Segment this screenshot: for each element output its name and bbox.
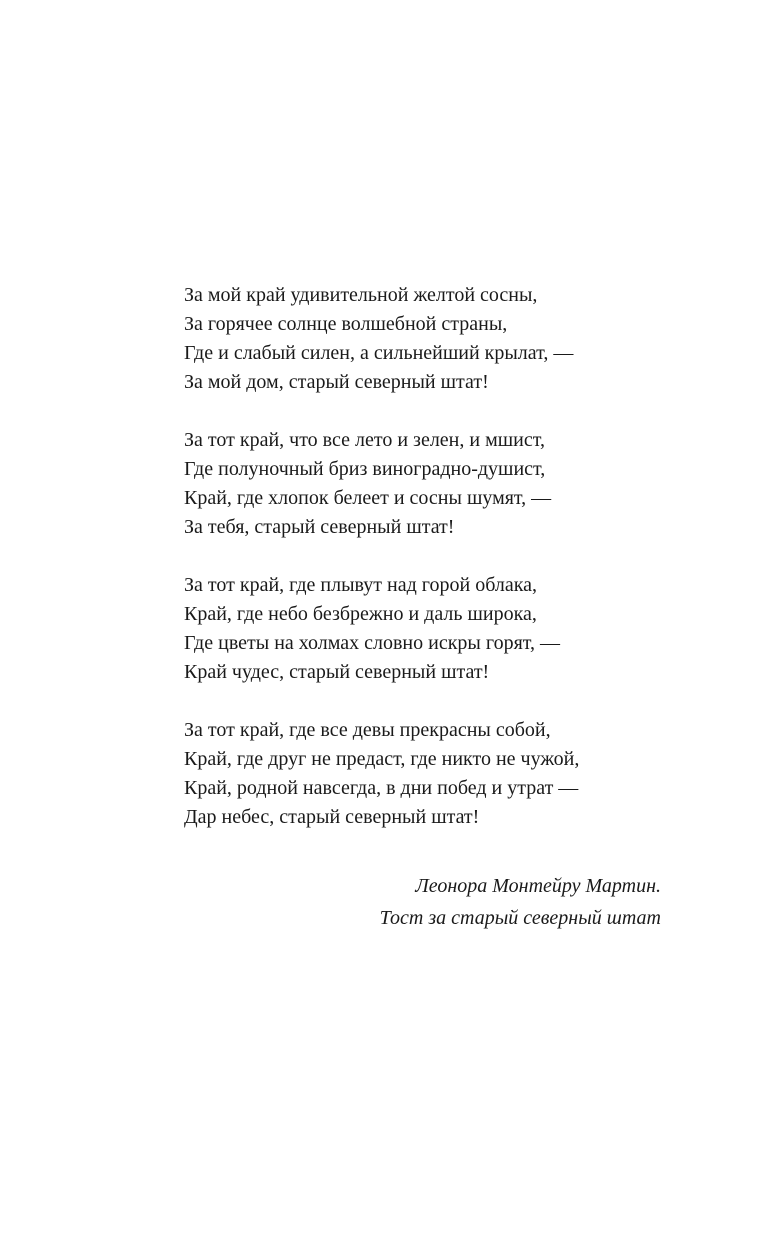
poem-line: За тот край, где все девы прекрасны собой, — [184, 719, 551, 741]
stanza-1 — [184, 281, 684, 397]
stanza-3 — [184, 571, 684, 687]
stanza-2 — [184, 426, 684, 542]
poem-line: Край чудес, старый северный штат! — [184, 661, 490, 683]
poem-line: За тот край, что все лето и зелен, и мшист, — [184, 429, 545, 451]
poem-line: Край, где хлопок белеет и сосны шумят, — — [184, 487, 552, 509]
poem — [184, 281, 684, 861]
poem-line: За горячее солнце волшебной страны, — [184, 313, 508, 335]
attribution-author: Леонора Монтейру Мартин. — [415, 875, 661, 897]
attribution-work-title: Тост за старый северный штат — [379, 907, 661, 929]
poem-line: Где и слабый силен, а сильнейший крылат, — — [184, 342, 574, 364]
poem-line: Где цветы на холмах словно искры горят, — — [184, 632, 561, 654]
poem-line: Край, родной навсегда, в дни побед и утрат — — [184, 777, 579, 799]
poem-line: За мой дом, старый северный штат! — [184, 371, 489, 393]
stanza-4 — [184, 716, 684, 832]
poem-line: Дар небес, старый северный штат! — [184, 806, 480, 828]
attribution — [380, 870, 661, 934]
poem-line: За тебя, старый северный штат! — [184, 516, 455, 538]
poem-line: Край, где друг не предаст, где никто не чужой, — [184, 748, 580, 770]
poem-line: Где полуночный бриз виноградно-душист, — [184, 458, 546, 480]
poem-line: За тот край, где плывут над горой облака, — [184, 574, 538, 596]
poem-line: Край, где небо безбрежно и даль широка, — [184, 603, 537, 625]
poem-line: За мой край удивительной желтой сосны, — [184, 284, 538, 306]
